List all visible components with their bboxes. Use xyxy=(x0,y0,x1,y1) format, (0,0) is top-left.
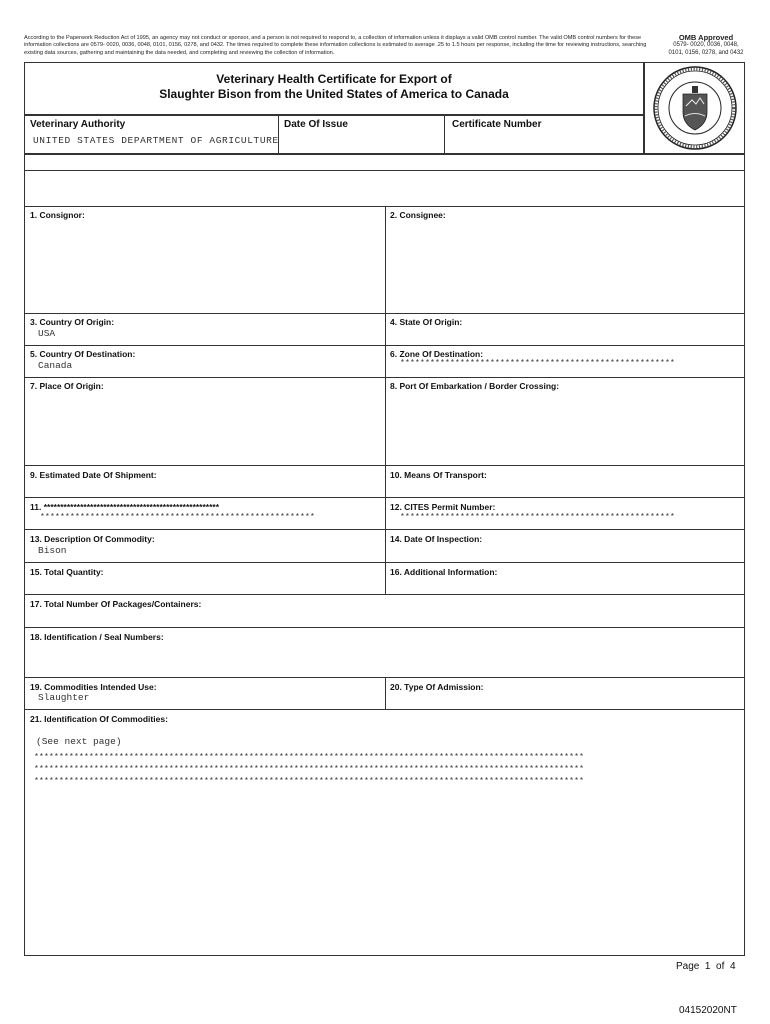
commodities-intended-use-label: 19. Commodities Intended Use: xyxy=(30,682,157,692)
page-total: 4 xyxy=(729,961,736,972)
omb-title: OMB Approved xyxy=(678,33,734,42)
cites-permit-number-label: 12. CITES Permit Number: xyxy=(390,502,496,512)
commodities-intended-use-value: Slaughter xyxy=(38,692,90,703)
certificate-number-label: Certificate Number xyxy=(452,119,542,130)
see-next-page-note: (See next page) xyxy=(36,736,122,747)
usda-seal-icon xyxy=(650,64,740,152)
description-of-commodity-label: 13. Description Of Commodity: xyxy=(30,534,155,544)
country-of-origin-value: USA xyxy=(38,328,56,339)
vet-authority-value: UNITED STATES DEPARTMENT OF AGRICULTURE xyxy=(33,135,279,146)
commodities-row-1: ************************************************************************************************************** xyxy=(34,753,585,762)
total-packages-label: 17. Total Number Of Packages/Containers: xyxy=(30,599,202,609)
date-of-issue-label: Date Of Issue xyxy=(284,119,348,130)
form-title xyxy=(24,72,644,102)
page-indicator xyxy=(676,961,736,972)
identification-of-commodities-label: 21. Identification Of Commodities: xyxy=(30,714,168,724)
commodities-row-3: ************************************************************************************************************** xyxy=(34,777,585,786)
port-of-embarkation-label: 8. Port Of Embarkation / Border Crossing: xyxy=(390,381,560,391)
country-of-origin-label: 3. Country Of Origin: xyxy=(30,317,115,327)
consignor-label: 1. Consignor: xyxy=(30,210,85,220)
page-of: of xyxy=(716,961,725,972)
omb-numbers-line1: 0579- 0020, 0036, 0048, xyxy=(673,42,739,48)
cites-permit-number-value: ******************************************************* xyxy=(400,513,676,522)
page-label: Page xyxy=(676,961,700,972)
additional-information-label: 16. Additional Information: xyxy=(390,567,498,577)
zone-of-destination-label: 6. Zone Of Destination: xyxy=(390,349,484,359)
country-of-destination-label: 5. Country Of Destination: xyxy=(30,349,136,359)
commodities-row-2: ************************************************************************************************************** xyxy=(34,765,585,774)
place-of-origin-label: 7. Place Of Origin: xyxy=(30,381,104,391)
state-of-origin-label: 4. State Of Origin: xyxy=(390,317,463,327)
date-of-inspection-label: 14. Date Of Inspection: xyxy=(390,534,483,544)
country-of-destination-value: Canada xyxy=(38,360,73,371)
vet-authority-label: Veterinary Authority xyxy=(30,119,126,130)
field-11-value: ******************************************************* xyxy=(40,513,316,522)
page-current: 1 xyxy=(704,961,711,972)
form-title-line2: Slaughter Bison from the United States of America to Canada xyxy=(159,87,509,101)
estimated-date-of-shipment-label: 9. Estimated Date Of Shipment: xyxy=(30,470,157,480)
omb-approval xyxy=(660,33,752,57)
means-of-transport-label: 10. Means Of Transport: xyxy=(390,470,487,480)
description-of-commodity-value: Bison xyxy=(38,545,67,556)
type-of-admission-label: 20. Type Of Admission: xyxy=(390,682,484,692)
field-11-label: 11. ***************************************************** xyxy=(30,502,220,512)
omb-numbers-line2: 0101, 0156, 0278, and 0432 xyxy=(668,49,744,56)
form-title-line1: Veterinary Health Certificate for Export of xyxy=(216,72,452,86)
form-code: 04152020NT xyxy=(679,1005,737,1016)
paperwork-notice: According to the Paperwork Reduction Act of 1995, an agency may not conduct or sponsor, and a person is not required to respond to, a collection of information unless it displays a valid OMB control number. The valid OMB control numbers for these information collections are 0579- 0020, 0036, 0048, 0101, 0156, 0278, and 0432. The times required to complete these information collections is estimated to average .25 to 1.5 hours per response, including the time for reviewing instructions, searching existing data sources, gathering and maintaining the data needed, and completing and reviewing the collection of information. xyxy=(24,35,647,56)
identification-seal-numbers-label: 18. Identification / Seal Numbers: xyxy=(30,632,164,642)
total-quantity-label: 15. Total Quantity: xyxy=(30,567,104,577)
zone-of-destination-value: ******************************************************* xyxy=(400,359,676,368)
consignee-label: 2. Consignee: xyxy=(390,210,446,220)
